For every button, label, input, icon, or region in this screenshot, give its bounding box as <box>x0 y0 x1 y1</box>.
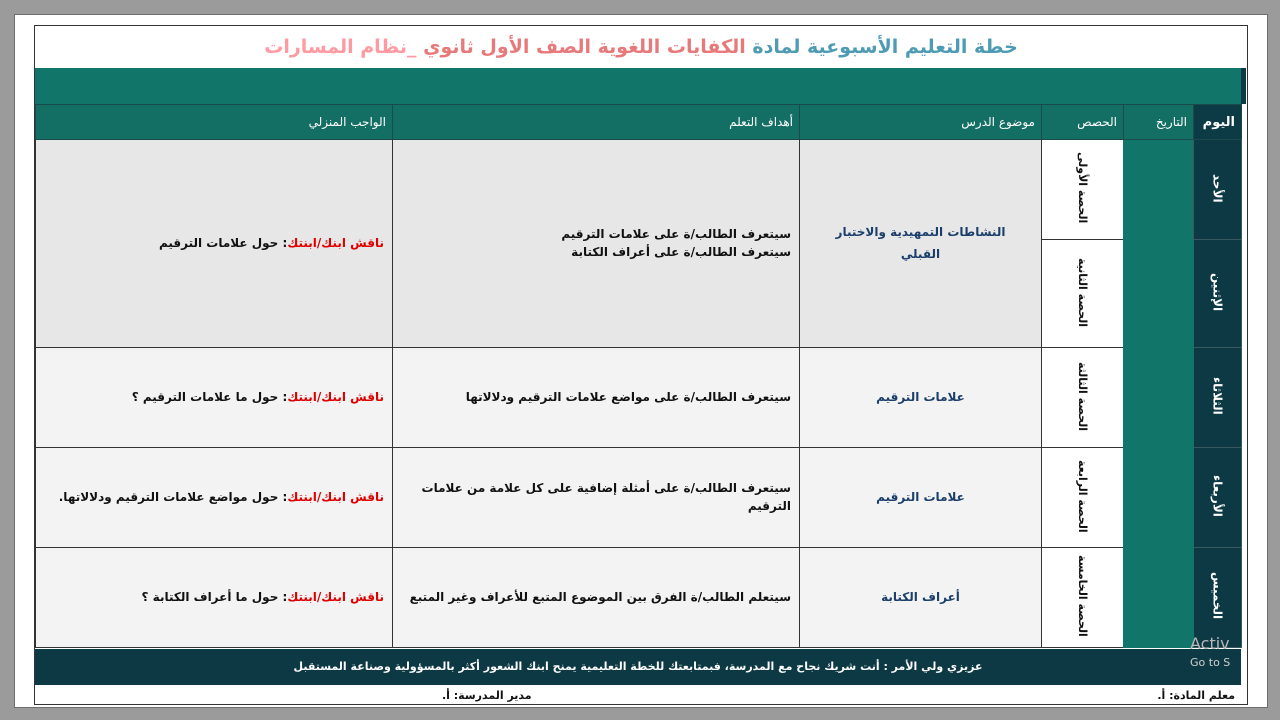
day-cell <box>1194 240 1242 348</box>
title-part-1: خطة التعليم الأسبوعية لمادة <box>752 36 1018 58</box>
homework-cell <box>36 448 393 548</box>
title-part-2: الكفايات اللغوية الصف الأول ثانوي <box>423 36 746 58</box>
goal-line: سيتعرف الطالب/ة على أمثلة إضافية على كل علامة من علامات الترقيم <box>421 481 791 513</box>
header-day: اليوم <box>1194 105 1242 140</box>
day-label: الأربعاء <box>1210 475 1225 517</box>
homework-cell <box>36 348 393 448</box>
homework-text: : حول مواضع علامات الترقيم ودلالاتها. <box>58 489 288 504</box>
period-cell <box>1042 240 1124 348</box>
activation-watermark: Activ <box>1190 634 1230 653</box>
day-label: الإثنين <box>1210 272 1225 312</box>
outer-frame <box>14 14 1268 708</box>
period-label: الحصة الرابعة <box>1076 459 1089 533</box>
topic-cell <box>800 548 1042 648</box>
day-cell <box>1194 448 1242 548</box>
homework-cell <box>36 548 393 648</box>
page-title <box>35 26 1247 68</box>
goals-cell <box>393 448 800 548</box>
activation-watermark-sub: Go to S <box>1190 656 1231 669</box>
homework-text: : حول ما علامات الترقيم ؟ <box>131 389 288 404</box>
title-part-3: _نظام المسارات <box>264 36 417 58</box>
topic-cell <box>800 348 1042 448</box>
parent-note: عزيزي ولي الأمر : أنت شريك نجاح مع المدرسة، فبمتابعتك للخطة التعليمية يمنح ابنك الشعور أكثر بالمسؤولية وصناعة المستقبل <box>35 649 1241 685</box>
homework-text: : حول علامات الترقيم <box>158 235 288 250</box>
day-label: الخميس <box>1210 572 1225 620</box>
header-homework: الواجب المنزلي <box>36 105 393 140</box>
period-cell <box>1042 548 1124 648</box>
topic-text: علامات الترقيم <box>876 489 965 504</box>
goal-line: سيتعلم الطالب/ة الفرق بين الموضوع المتبع للأعراف وغير المتبع <box>409 589 791 604</box>
homework-prefix: ناقش ابنك/ابنتك <box>287 489 384 504</box>
table-row <box>36 140 1242 240</box>
period-label: الحصة الثانية <box>1076 257 1089 327</box>
signature-footer <box>35 685 1241 705</box>
period-cell <box>1042 140 1124 240</box>
topic-text: أعراف الكتابة <box>881 589 960 604</box>
homework-cell <box>36 140 393 348</box>
period-cell <box>1042 348 1124 448</box>
goals-cell <box>393 140 800 348</box>
day-label: الأحد <box>1210 173 1225 203</box>
topic-cell <box>800 140 1042 348</box>
topic-text: علامات الترقيم <box>876 389 965 404</box>
principal-signature: مدير المدرسة: أ. <box>442 689 532 702</box>
table-row <box>36 348 1242 448</box>
table-row <box>36 548 1242 648</box>
goal-line: سيتعرف الطالب/ة على علامات الترقيم <box>561 227 791 242</box>
period-label: الحصة الخامسة <box>1076 555 1089 637</box>
day-cell <box>1194 548 1242 648</box>
table-header-row <box>36 105 1242 140</box>
period-label: الحصة الأولى <box>1076 152 1089 224</box>
topic-text: النشاطات التمهيدية والاختبار القبلي <box>835 224 1006 261</box>
goal-line: سيتعرف الطالب/ة على أعراف الكتابة <box>571 244 791 259</box>
weekly-plan-table <box>35 104 1242 648</box>
header-goals: أهداف التعلم <box>393 105 800 140</box>
goals-cell <box>393 348 800 448</box>
topic-cell <box>800 448 1042 548</box>
table-row <box>36 448 1242 548</box>
date-cell <box>1124 140 1194 648</box>
homework-prefix: ناقش ابنك/ابنتك <box>287 389 384 404</box>
day-cell <box>1194 348 1242 448</box>
plan-page <box>34 25 1248 705</box>
header-topic: موضوع الدرس <box>800 105 1042 140</box>
period-cell <box>1042 448 1124 548</box>
header-band <box>35 68 1246 104</box>
goals-cell <box>393 548 800 648</box>
goal-line: سيتعرف الطالب/ة على مواضع علامات الترقيم ودلالاتها <box>465 389 791 404</box>
homework-prefix: ناقش ابنك/ابنتك <box>287 589 384 604</box>
homework-text: : حول ما أعراف الكتابة ؟ <box>141 589 288 604</box>
teacher-signature: معلم المادة: أ. <box>1157 689 1235 702</box>
day-cell <box>1194 140 1242 240</box>
day-label: الثلاثاء <box>1210 377 1225 415</box>
period-label: الحصة الثالثة <box>1076 361 1089 431</box>
header-date: التاريخ <box>1124 105 1194 140</box>
homework-prefix: ناقش ابنك/ابنتك <box>287 235 384 250</box>
header-period: الحصص <box>1042 105 1124 140</box>
